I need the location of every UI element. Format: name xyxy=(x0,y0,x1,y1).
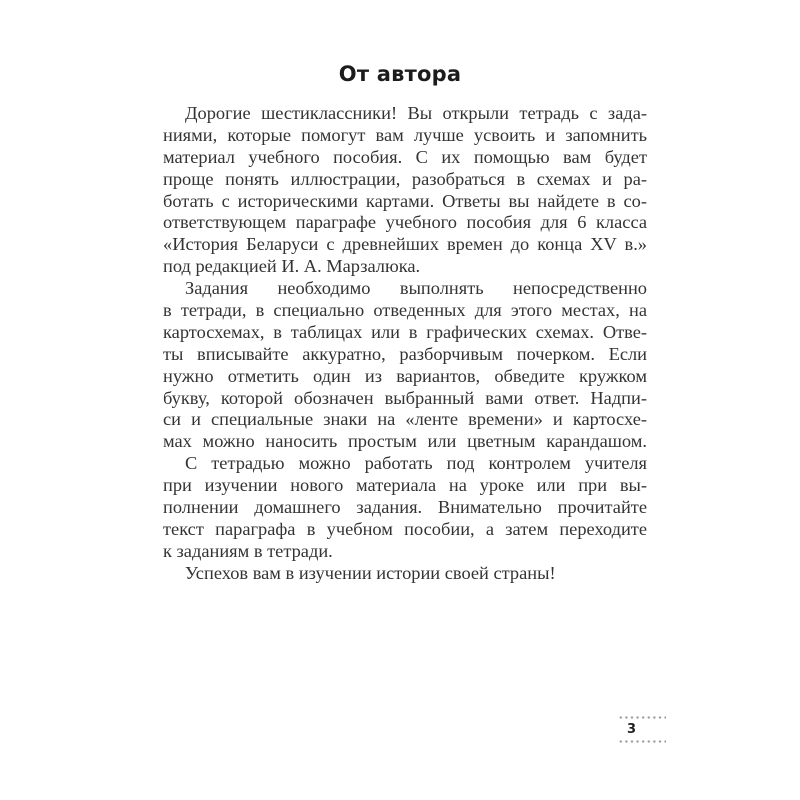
dotted-divider-bottom xyxy=(618,740,666,743)
text-line: ответствующем параграфе учебного пособия для 6 класса xyxy=(163,212,647,233)
text-line: к заданиям в тетради. xyxy=(163,540,333,561)
text-line: Задания необходимо выполнять непосредственно xyxy=(185,278,647,299)
paragraph-closing xyxy=(163,563,647,585)
paragraph-instructions xyxy=(163,278,647,453)
text-line: си и специальные знаки на «ленте времени» и картосхе- xyxy=(163,409,647,430)
page-number-block xyxy=(618,716,668,743)
paragraph-greeting xyxy=(163,103,647,278)
text-line: текст параграфа в учебном пособии, а затем переходите xyxy=(163,518,647,539)
text-line: ботать с историческими картами. Ответы вы найдете в со- xyxy=(163,190,647,211)
text-line: в тетради, в специально отведенных для этого местах, на xyxy=(163,300,647,321)
text-line: материал учебного пособия. С их помощью вам будет xyxy=(163,146,647,167)
text-line: проще понять иллюстрации, разобраться в схемах и ра- xyxy=(163,168,647,189)
text-line: под редакцией И. А. Марзалюка. xyxy=(163,256,421,277)
text-line: мах можно наносить простым или цветным карандашом. xyxy=(163,431,647,452)
paragraph-usage xyxy=(163,453,647,562)
text-line: полнении домашнего задания. Внимательно прочитайте xyxy=(163,497,647,518)
text-line: букву, которой обозначен выбранный вами ответ. Надпи- xyxy=(163,387,647,408)
page-title: От автора xyxy=(338,62,462,87)
text-line: ты вписывайте аккуратно, разборчивым почерком. Если xyxy=(163,343,647,364)
dotted-divider-top xyxy=(618,716,666,719)
text-line: Успехов вам в изучении истории своей страны! xyxy=(185,562,556,583)
text-line: С тетрадью можно работать под контролем учителя xyxy=(185,453,647,474)
text-line: Дорогие шестиклассники! Вы открыли тетрадь с зада- xyxy=(185,103,647,123)
body-text xyxy=(163,103,647,585)
text-line: при изучении нового материала на уроке или при вы- xyxy=(163,475,647,496)
text-line: ниями, которые помогут вам лучше усвоить и запомнить xyxy=(163,124,647,145)
page-number: 3 xyxy=(627,722,637,737)
text-line: картосхемах, в таблицах или в графических схемах. Отве- xyxy=(163,321,647,342)
text-line: нужно отметить один из вариантов, обведите кружком xyxy=(163,365,647,386)
text-line: «История Беларуси с древнейших времен до конца XV в.» xyxy=(163,234,647,255)
